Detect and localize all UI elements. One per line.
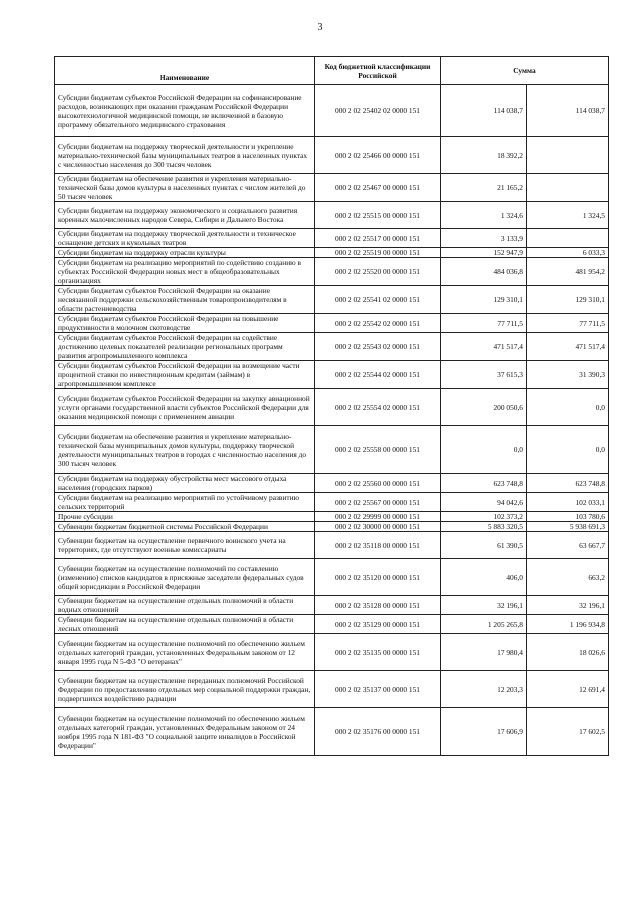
table-row xyxy=(55,493,609,512)
row-name: Субсидии бюджетам на поддержку отрасли культуры xyxy=(55,248,315,258)
row-sum-1: 152 947,9 xyxy=(441,248,527,258)
row-sum-2: 102 033,1 xyxy=(527,493,609,512)
row-name: Субсидии бюджетам на поддержку обустройства мест массового отдыха населения (городских парков) xyxy=(55,474,315,493)
row-name: Субвенции бюджетам на осуществление первичного воинского учета на территориях, где отсутствуют военные комиссариаты xyxy=(55,532,315,559)
row-sum-1: 114 038,7 xyxy=(441,85,527,137)
row-sum-1: 94 042,6 xyxy=(441,493,527,512)
row-sum-1: 37 615,3 xyxy=(441,361,527,389)
header-sum: Сумма xyxy=(441,57,609,85)
table-row xyxy=(55,634,609,671)
row-name: Субсидии бюджетам на поддержку творческой деятельности и укрепление материально-технической базы муниципальных театров в населенных пунктах с численностью населения до 300 тысяч человек xyxy=(55,137,315,174)
row-sum-1: 1 324,6 xyxy=(441,202,527,229)
table-row xyxy=(55,248,609,258)
row-sum-1: 3 133,9 xyxy=(441,229,527,248)
row-code: 000 2 02 25560 00 0000 151 xyxy=(315,474,441,493)
table-row xyxy=(55,229,609,248)
table-row xyxy=(55,708,609,756)
row-name: Субсидии бюджетам на обеспечение развития и укрепления материально-технической базы домов культуры в населенных пунктах с числом жителей до 50 тысяч человек xyxy=(55,174,315,202)
row-code: 000 2 02 35118 00 0000 151 xyxy=(315,532,441,559)
row-code: 000 2 02 29999 00 0000 151 xyxy=(315,512,441,522)
table-row xyxy=(55,258,609,286)
row-code: 000 2 02 25543 02 0000 151 xyxy=(315,333,441,361)
table-row xyxy=(55,671,609,708)
table-row xyxy=(55,532,609,559)
row-sum-2 xyxy=(527,137,609,174)
row-sum-1: 1 205 265,8 xyxy=(441,615,527,634)
row-sum-2: 623 748,8 xyxy=(527,474,609,493)
row-sum-1: 0,0 xyxy=(441,426,527,474)
table-row xyxy=(55,361,609,389)
row-name: Субсидии бюджетам субъектов Российской Федерации на закупку авиационной услуги органами государственной власти субъектов Российской Федерации для оказания медицинской помощи с применением авиации xyxy=(55,389,315,426)
header-name: Наименование xyxy=(55,57,315,85)
table-row xyxy=(55,426,609,474)
row-code: 000 2 02 25520 00 0000 151 xyxy=(315,258,441,286)
row-name: Субвенции бюджетам на осуществление отдельных полномочий в области лесных отношений xyxy=(55,615,315,634)
row-code: 000 2 02 35137 00 0000 151 xyxy=(315,671,441,708)
row-code: 000 2 02 35128 00 0000 151 xyxy=(315,596,441,615)
row-name: Субвенции бюджетам на осуществление полномочий по составлению (изменению) списков кандидатов в присяжные заседатели федеральных судов общей юрисдикции в Российской Федерации xyxy=(55,559,315,596)
row-code: 000 2 02 25517 00 0000 151 xyxy=(315,229,441,248)
row-name: Субсидии бюджетам на поддержку экономического и социального развития коренных малочисленных народов Севера, Сибири и Дальнего Востока xyxy=(55,202,315,229)
table-row xyxy=(55,286,609,314)
row-name: Прочие субсидии xyxy=(55,512,315,522)
row-sum-2: 6 033,3 xyxy=(527,248,609,258)
table-row xyxy=(55,202,609,229)
row-name: Субсидии бюджетам на поддержку творческой деятельности и техническое оснащение детских и кукольных театров xyxy=(55,229,315,248)
row-sum-2: 0,0 xyxy=(527,389,609,426)
row-code: 000 2 02 35129 00 0000 151 xyxy=(315,615,441,634)
row-sum-1: 17 606,9 xyxy=(441,708,527,756)
table-row xyxy=(55,174,609,202)
row-sum-2 xyxy=(527,174,609,202)
row-sum-2: 0,0 xyxy=(527,426,609,474)
row-sum-1: 406,0 xyxy=(441,559,527,596)
row-code: 000 2 02 25519 00 0000 151 xyxy=(315,248,441,258)
row-code: 000 2 02 25542 02 0000 151 xyxy=(315,314,441,333)
row-code: 000 2 02 25402 02 0000 151 xyxy=(315,85,441,137)
table-row xyxy=(55,137,609,174)
row-name: Субвенции бюджетам на осуществление отдельных полномочий в области водных отношений xyxy=(55,596,315,615)
row-name: Субсидии бюджетам на обеспечение развития и укрепление материально-технической базы муниципальных домов культуры, поддержку творческой деятельности муниципальных театров в городах с численностью населения до 300 тысяч человек xyxy=(55,426,315,474)
row-name: Субвенции бюджетам бюджетной системы Российской Федерации xyxy=(55,522,315,532)
row-sum-2: 31 390,3 xyxy=(527,361,609,389)
row-sum-2: 32 196,1 xyxy=(527,596,609,615)
row-code: 000 2 02 25544 02 0000 151 xyxy=(315,361,441,389)
table-body xyxy=(55,85,609,756)
row-code: 000 2 02 25567 00 0000 151 xyxy=(315,493,441,512)
row-sum-2: 103 780,6 xyxy=(527,512,609,522)
table-row xyxy=(55,333,609,361)
table-row xyxy=(55,512,609,522)
table-header-row xyxy=(55,57,609,85)
row-sum-1: 5 883 320,5 xyxy=(441,522,527,532)
row-code: 000 2 02 35135 00 0000 151 xyxy=(315,634,441,671)
table-row xyxy=(55,314,609,333)
row-name: Субвенции бюджетам на осуществление полномочий по обеспечению жильем отдельных категорий граждан, установленных Федеральным законом от 12 января 1995 года N 5-ФЗ "О ветеранах" xyxy=(55,634,315,671)
table-row xyxy=(55,559,609,596)
row-sum-2 xyxy=(527,229,609,248)
row-name: Субвенции бюджетам на осуществление полномочий по обеспечению жильем отдельных категорий граждан, установленных Федеральным законом от 24 ноября 1995 года N 181-ФЗ "О социальной защите инвалидов в Российской Федерации" xyxy=(55,708,315,756)
row-code: 000 2 02 25467 00 0000 151 xyxy=(315,174,441,202)
row-name: Субсидии бюджетам субъектов Российской Федерации на возмещение части процентной ставки по инвестиционным кредитам (займам) в агропромышленном комплексе xyxy=(55,361,315,389)
row-code: 000 2 02 25466 00 0000 151 xyxy=(315,137,441,174)
row-sum-1: 21 165,2 xyxy=(441,174,527,202)
row-sum-2: 77 711,5 xyxy=(527,314,609,333)
row-name: Субсидии бюджетам на реализацию мероприятий по устойчивому развитию сельских территорий xyxy=(55,493,315,512)
row-name: Субсидии бюджетам субъектов Российской Федерации на софинансирование расходов, возникающих при оказании гражданам Российской Федерации высокотехнологичной медицинской помощи, не включенной в базовую программу обязательного медицинского страхования xyxy=(55,85,315,137)
budget-table xyxy=(54,56,609,756)
row-code: 000 2 02 25541 02 0000 151 xyxy=(315,286,441,314)
row-sum-2: 471 517,4 xyxy=(527,333,609,361)
row-name: Субсидии бюджетам субъектов Российской Федерации на содействие достижению целевых показателей реализации региональных программ развития агропромышленного комплекса xyxy=(55,333,315,361)
table-row xyxy=(55,596,609,615)
row-sum-1: 17 980,4 xyxy=(441,634,527,671)
row-sum-2: 663,2 xyxy=(527,559,609,596)
row-sum-1: 200 050,6 xyxy=(441,389,527,426)
row-sum-1: 32 196,1 xyxy=(441,596,527,615)
table-row xyxy=(55,615,609,634)
row-sum-1: 484 036,8 xyxy=(441,258,527,286)
row-sum-2: 18 026,6 xyxy=(527,634,609,671)
row-code: 000 2 02 30000 00 0000 151 xyxy=(315,522,441,532)
row-sum-1: 18 392,2 xyxy=(441,137,527,174)
row-sum-2: 12 691,4 xyxy=(527,671,609,708)
table-row xyxy=(55,522,609,532)
row-code: 000 2 02 25558 00 0000 151 xyxy=(315,426,441,474)
row-name: Субсидии бюджетам на реализацию мероприятий по содействию созданию в субъектах Российской Федерации новых мест в общеобразовательных организациях xyxy=(55,258,315,286)
row-sum-2: 129 310,1 xyxy=(527,286,609,314)
row-name: Субсидии бюджетам субъектов Российской Федерации на оказание несвязанной поддержки сельскохозяйственным товаропроизводителям в области растениеводства xyxy=(55,286,315,314)
table-row xyxy=(55,389,609,426)
row-sum-1: 623 748,8 xyxy=(441,474,527,493)
table-row xyxy=(55,85,609,137)
row-sum-2: 17 602,5 xyxy=(527,708,609,756)
row-sum-1: 61 390,5 xyxy=(441,532,527,559)
row-sum-2: 481 954,2 xyxy=(527,258,609,286)
row-name: Субсидии бюджетам субъектов Российской Федерации на повышение продуктивности в молочном скотоводстве xyxy=(55,314,315,333)
row-sum-2: 114 038,7 xyxy=(527,85,609,137)
row-sum-1: 102 373,2 xyxy=(441,512,527,522)
row-sum-2: 1 324,5 xyxy=(527,202,609,229)
row-code: 000 2 02 35176 00 0000 151 xyxy=(315,708,441,756)
row-sum-1: 471 517,4 xyxy=(441,333,527,361)
page-number: 3 xyxy=(317,22,323,33)
row-sum-1: 12 203,3 xyxy=(441,671,527,708)
row-sum-1: 129 310,1 xyxy=(441,286,527,314)
row-sum-2: 1 196 934,8 xyxy=(527,615,609,634)
row-sum-1: 77 711,5 xyxy=(441,314,527,333)
header-code: Код бюджетной классификации Российской xyxy=(315,57,441,85)
row-sum-2: 63 667,7 xyxy=(527,532,609,559)
row-code: 000 2 02 35120 00 0000 151 xyxy=(315,559,441,596)
row-code: 000 2 02 25554 02 0000 151 xyxy=(315,389,441,426)
row-code: 000 2 02 25515 00 0000 151 xyxy=(315,202,441,229)
table-row xyxy=(55,474,609,493)
row-name: Субвенции бюджетам на осуществление переданных полномочий Российской Федерации по предоставлению отдельных мер социальной поддержки граждан, подвергшихся воздействию радиации xyxy=(55,671,315,708)
row-sum-2: 5 938 691,3 xyxy=(527,522,609,532)
